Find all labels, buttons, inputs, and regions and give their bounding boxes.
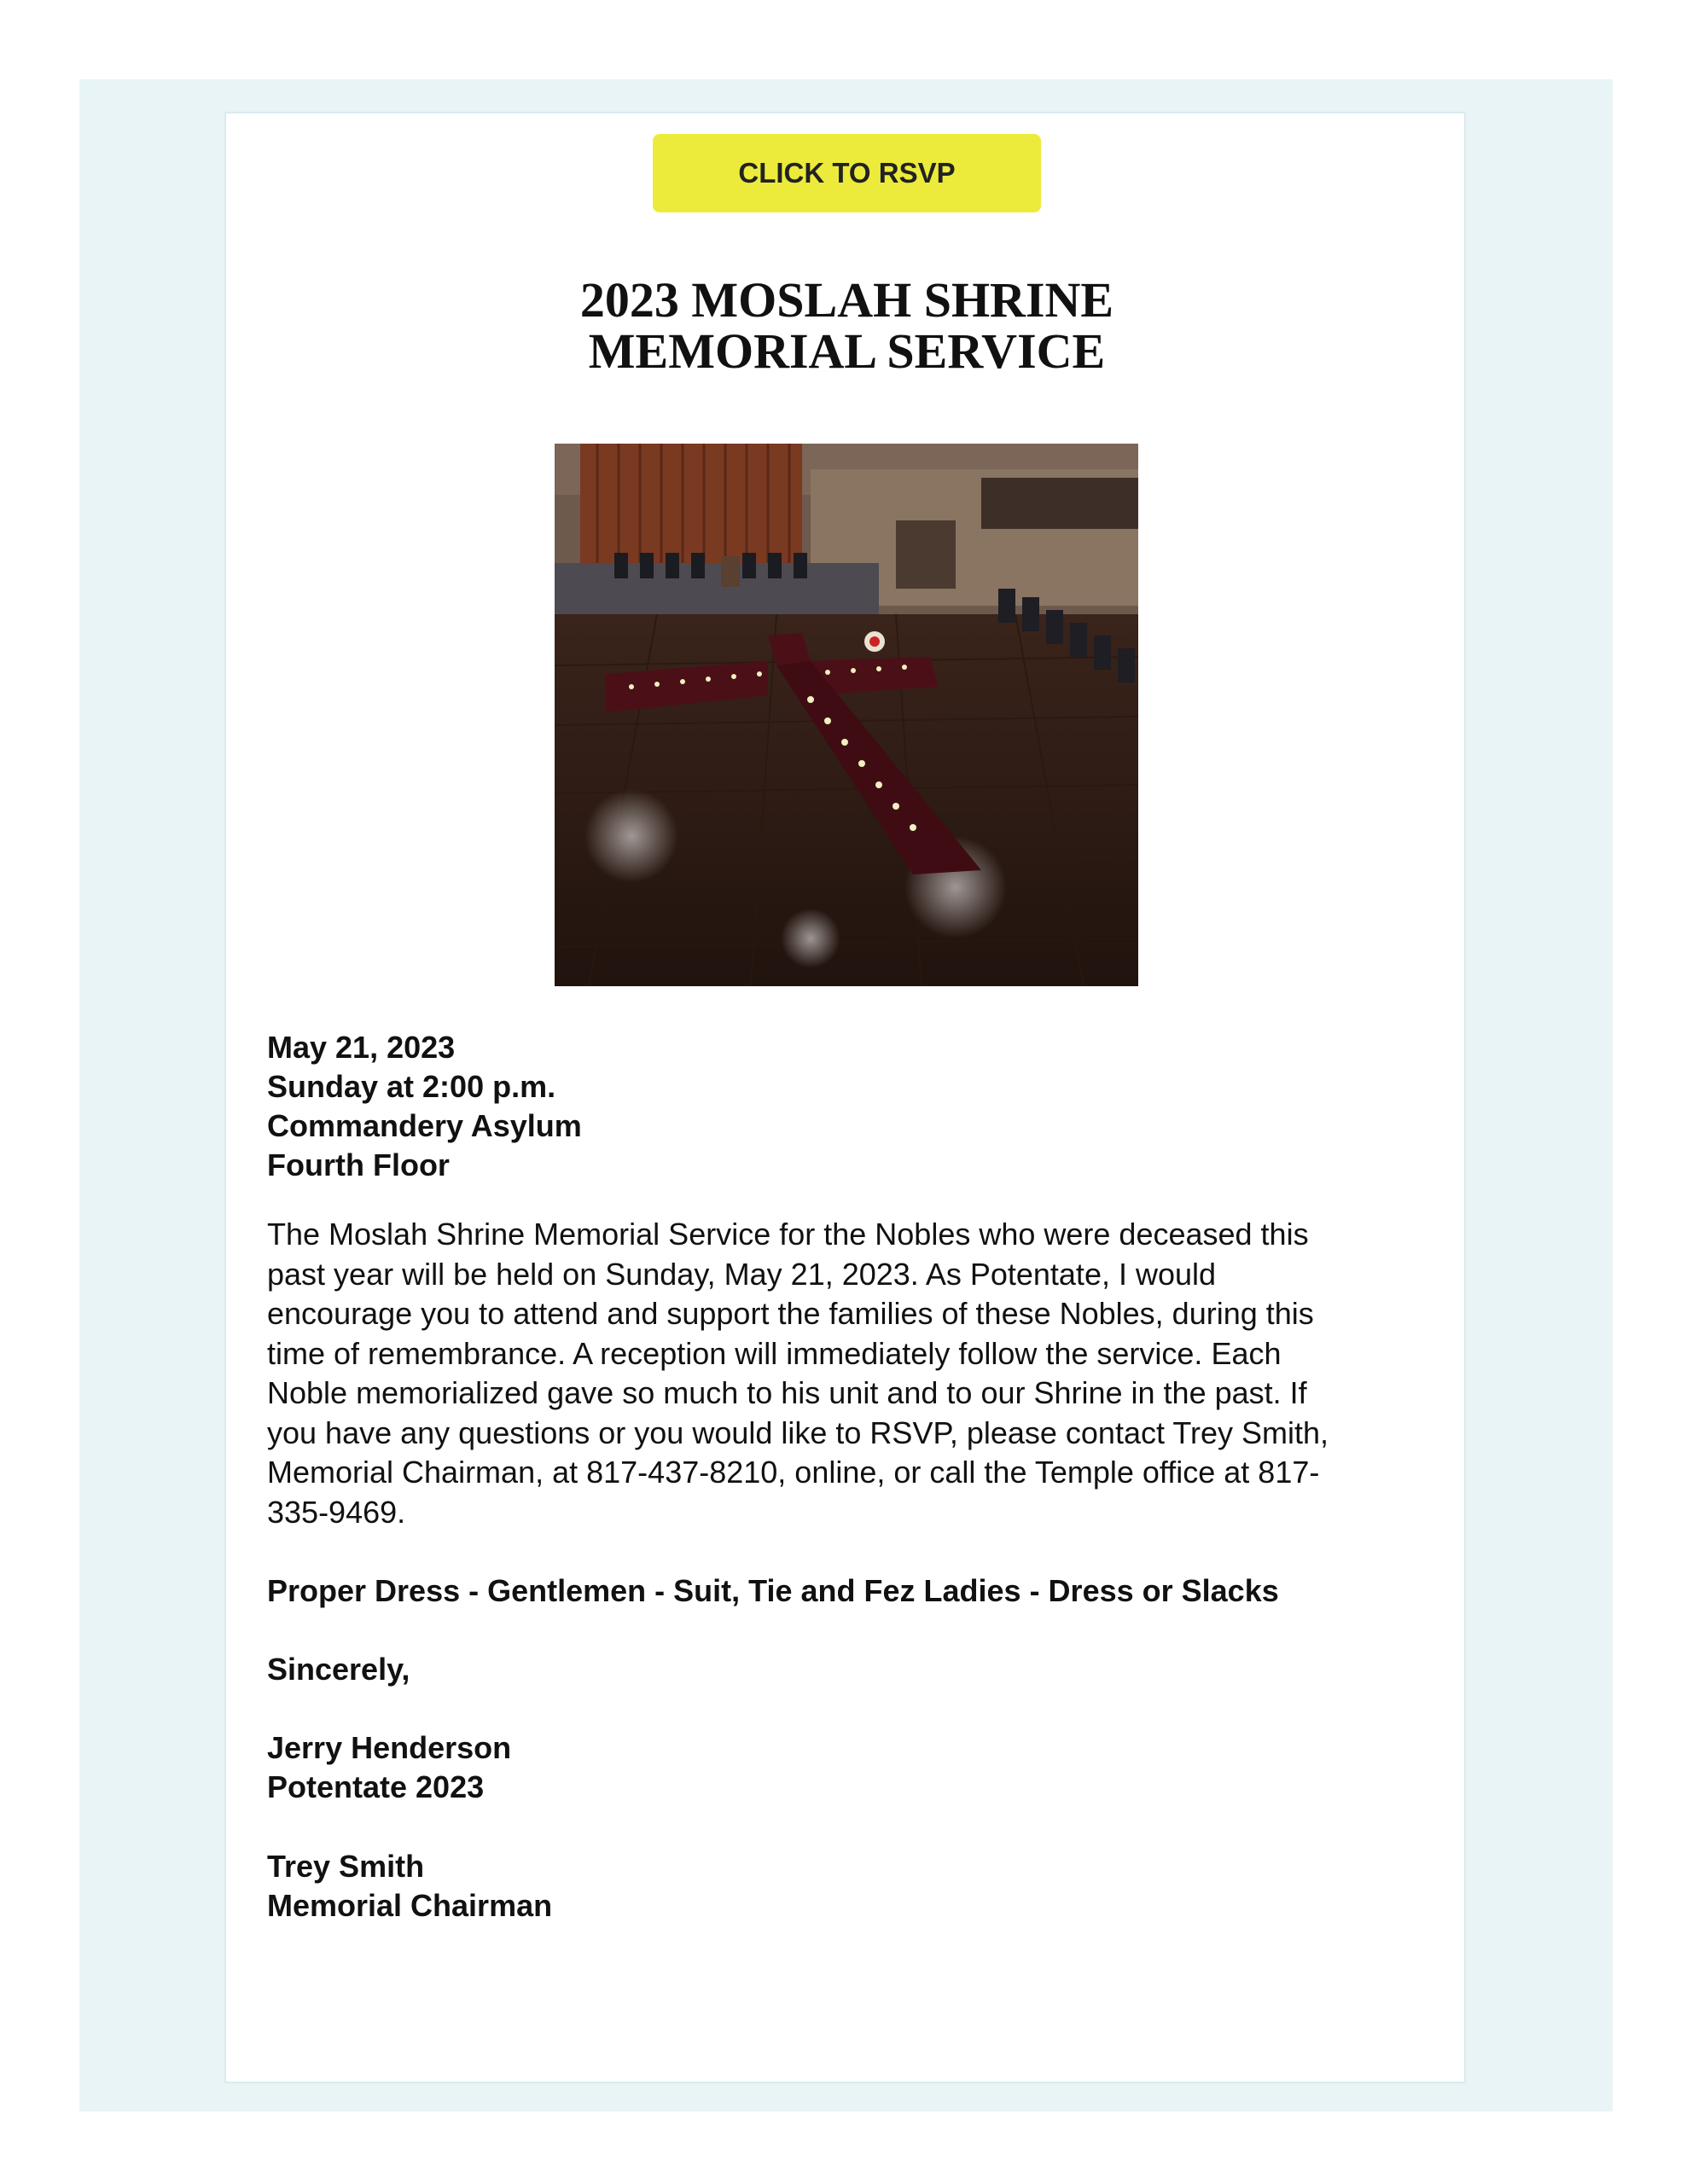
- event-time: Sunday at 2:00 p.m.: [267, 1069, 556, 1104]
- signer1-title: Potentate 2023: [267, 1769, 485, 1804]
- page-title: [427, 272, 1267, 379]
- event-date: May 21, 2023: [267, 1030, 456, 1065]
- body-line: you have any questions or you would like to RSVP, please contact Trey Smith,: [267, 1414, 1329, 1450]
- body-line: 335-9469.: [267, 1494, 406, 1530]
- event-location: Commandery Asylum: [267, 1108, 582, 1143]
- body-line: The Moslah Shrine Memorial Service for the Nobles who were deceased this: [267, 1217, 1309, 1252]
- event-details: [267, 1028, 582, 1185]
- memorial-photo: [555, 444, 1138, 986]
- body-line: time of remembrance. A reception will immediately follow the service. Each: [267, 1335, 1282, 1371]
- body-line: Noble memorialized gave so much to his unit and to our Shrine in the past. If: [267, 1375, 1307, 1410]
- event-floor: Fourth Floor: [267, 1147, 450, 1182]
- signer2-title: Memorial Chairman: [267, 1888, 553, 1923]
- rsvp-button[interactable]: CLICK TO RSVP: [653, 134, 1041, 212]
- signer2-name: Trey Smith: [267, 1849, 425, 1884]
- signer1-name: Jerry Henderson: [267, 1730, 512, 1765]
- body-line: encourage you to attend and support the families of these Nobles, during this: [267, 1296, 1314, 1331]
- dress-code: Proper Dress - Gentlemen - Suit, Tie and Fez Ladies - Dress or Slacks: [267, 1573, 1279, 1608]
- message-body: [267, 1215, 1415, 1532]
- body-line: Memorial Chairman, at 817-437-8210, online, or call the Temple office at 817-: [267, 1455, 1320, 1490]
- title-line-2: MEMORIAL SERVICE: [588, 323, 1106, 379]
- body-line: past year will be held on Sunday, May 21, 2023. As Potentate, I would: [267, 1256, 1217, 1292]
- title-line-1: 2023 MOSLAH SHRINE: [579, 272, 1114, 328]
- closing: Sincerely,: [267, 1652, 410, 1687]
